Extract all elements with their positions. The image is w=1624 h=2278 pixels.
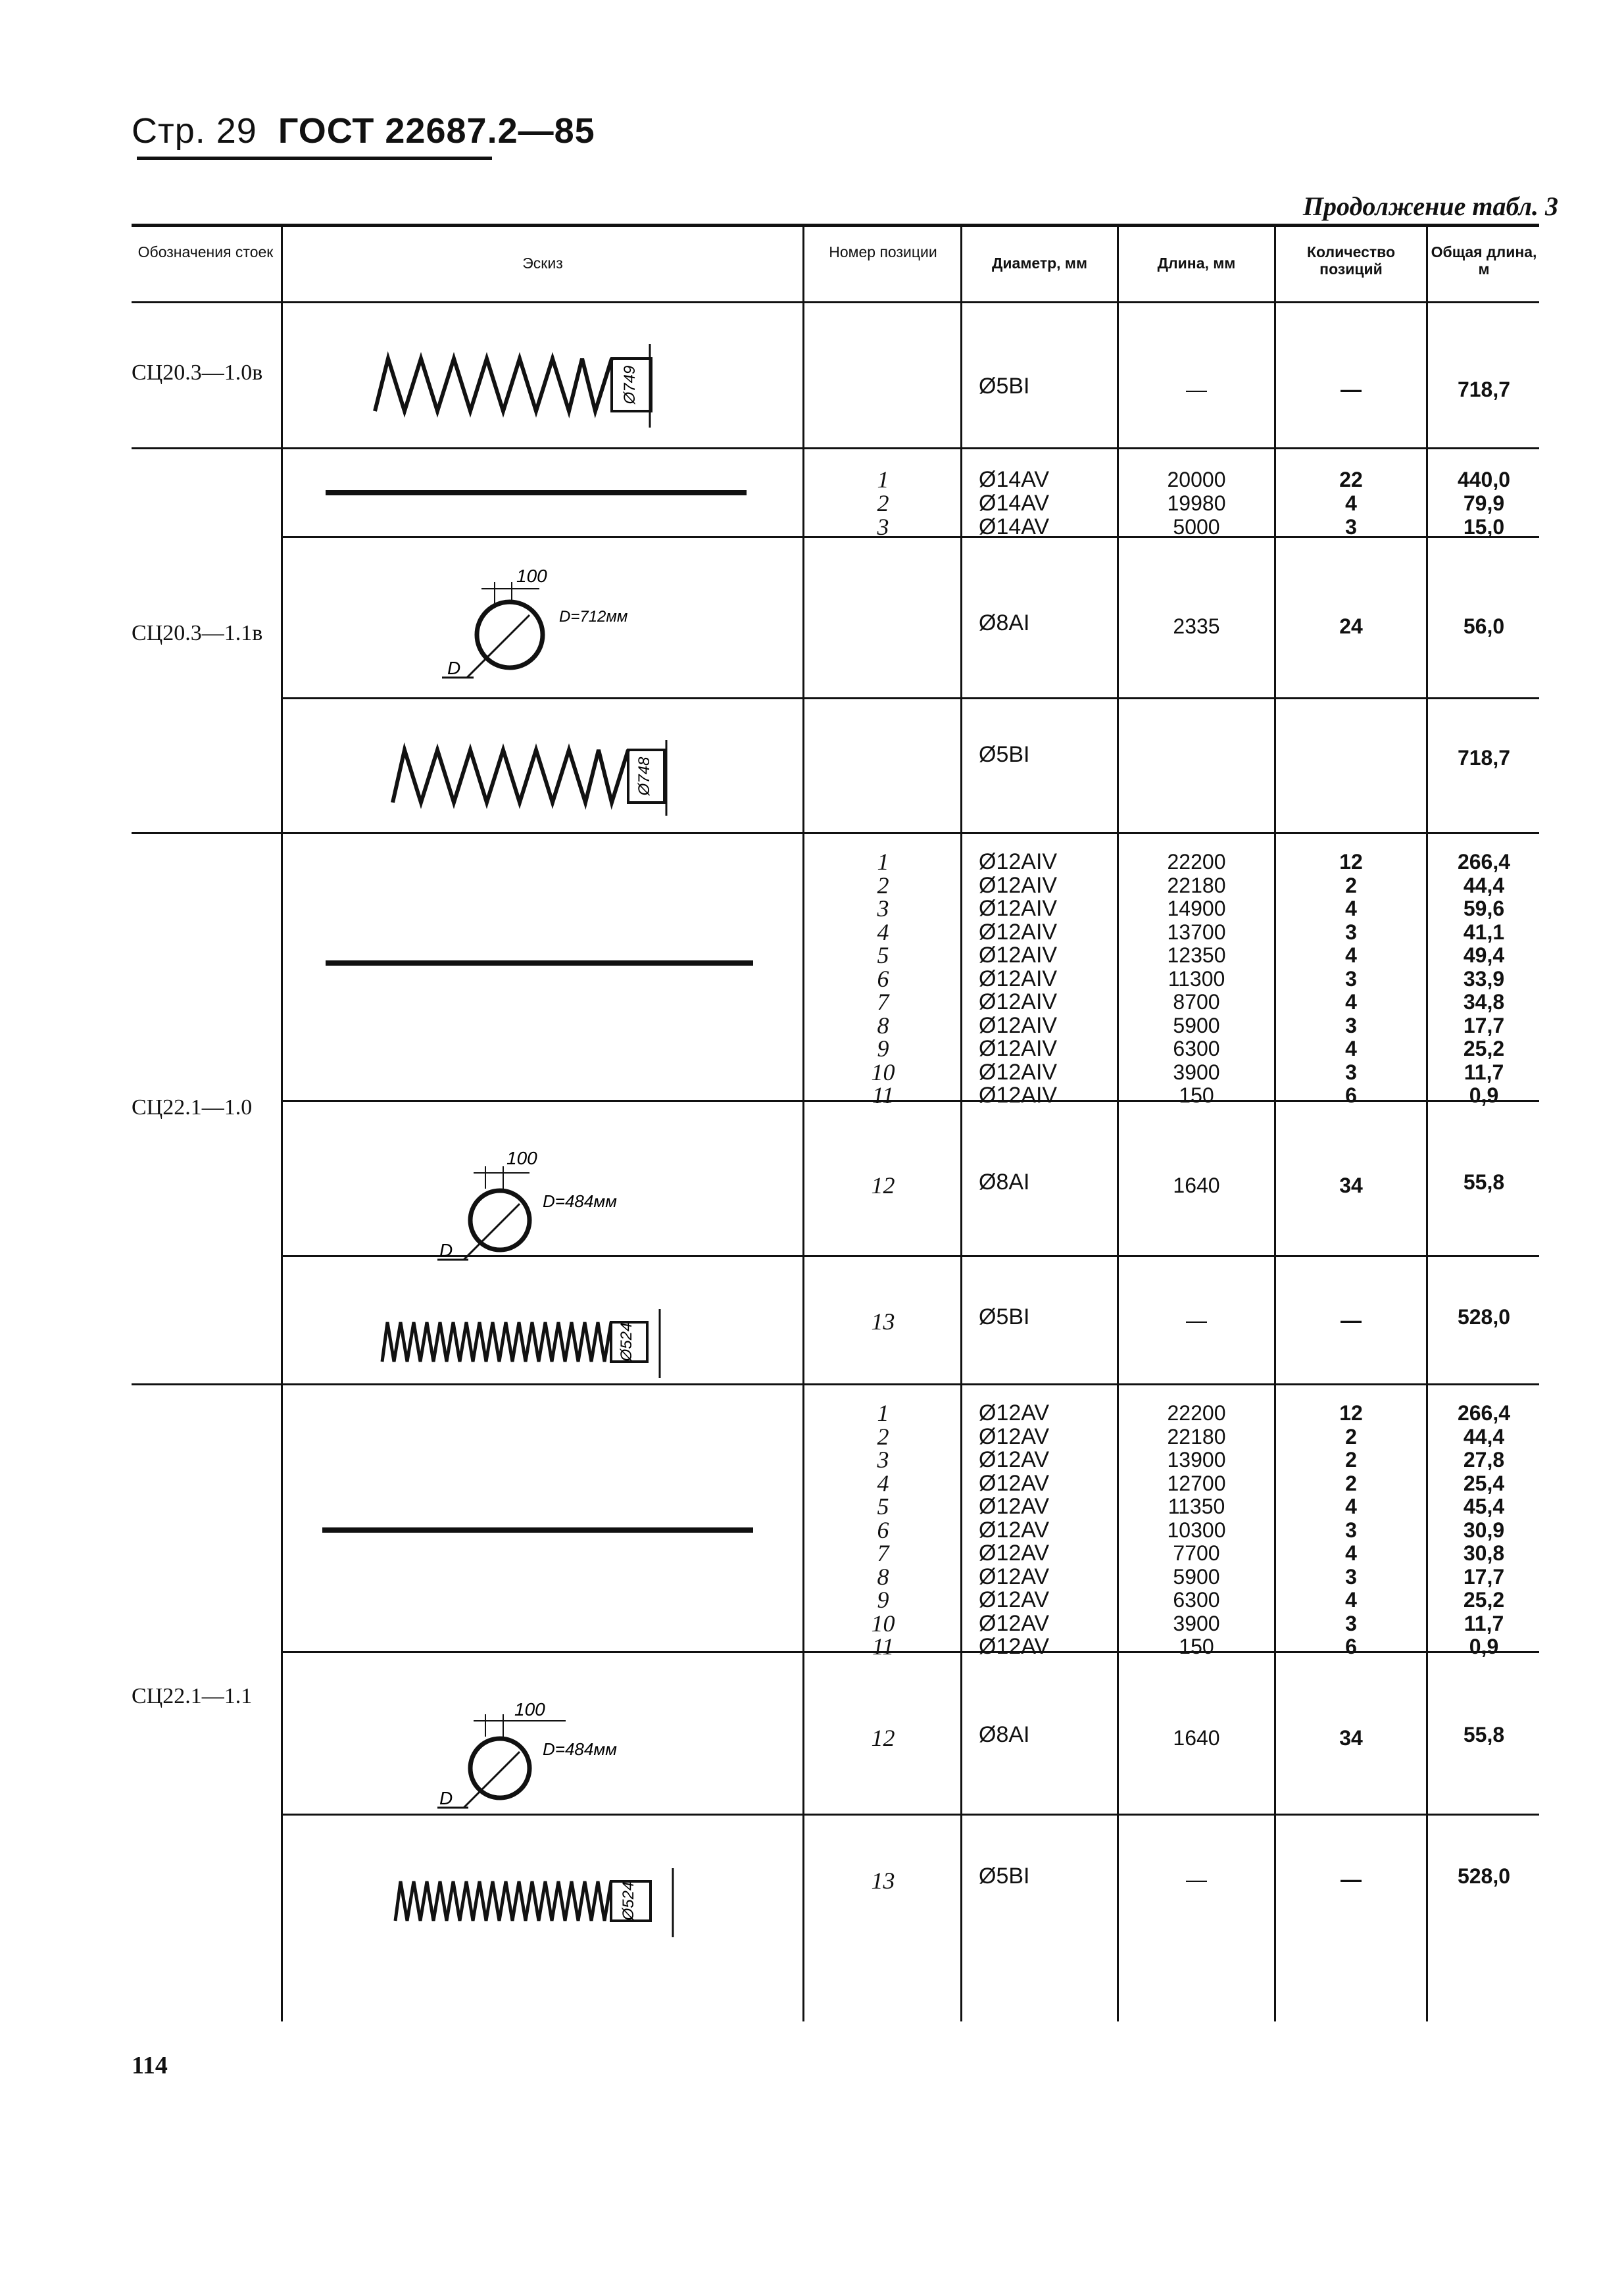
page-number: 114 bbox=[132, 2052, 168, 2079]
length-cell: 14900 bbox=[1167, 897, 1226, 920]
position-cell: 9 bbox=[877, 1035, 889, 1062]
col-divider bbox=[281, 226, 283, 2021]
count-cell: 4 bbox=[1345, 1588, 1357, 1612]
count-cell: 3 bbox=[1345, 920, 1357, 944]
count-cell: 2 bbox=[1345, 1471, 1357, 1495]
col-header-sketch: Эскиз bbox=[522, 255, 563, 272]
page-ref: Стр. 29 bbox=[132, 111, 257, 151]
position-cell: 3 bbox=[877, 895, 889, 922]
diameter-cell: Ø12AV bbox=[979, 1587, 1050, 1612]
count-cell: 4 bbox=[1345, 1495, 1357, 1518]
ring-diameter: D=484мм bbox=[543, 1739, 617, 1759]
total-cell: 79,9 bbox=[1463, 491, 1505, 515]
count-cell: 3 bbox=[1345, 1518, 1357, 1542]
diameter-cell: Ø12AV bbox=[979, 1541, 1050, 1566]
diameter-cell: Ø12AV bbox=[979, 1400, 1050, 1425]
ring-d-label: D bbox=[439, 1240, 453, 1260]
count-cell: 3 bbox=[1345, 1060, 1357, 1084]
spiral-sketch bbox=[385, 730, 701, 829]
length-cell: 5000 bbox=[1173, 515, 1220, 539]
total-cell: 56,0 bbox=[1463, 614, 1505, 638]
diameter-cell: Ø12AV bbox=[979, 1517, 1050, 1543]
total-cell: 33,9 bbox=[1463, 966, 1505, 991]
col-header-designation: Обозначения стоек bbox=[137, 243, 274, 260]
total-cell: 15,0 bbox=[1463, 515, 1505, 539]
diameter-cell: Ø12AIV bbox=[979, 966, 1058, 991]
col-header-position: Номер позиции bbox=[829, 243, 937, 260]
position-cell: 8 bbox=[877, 1012, 889, 1039]
diameter-cell: Ø12AV bbox=[979, 1424, 1050, 1449]
total-cell: 17,7 bbox=[1463, 1564, 1505, 1589]
row-divider bbox=[283, 697, 1539, 699]
position-cell: 1 bbox=[877, 849, 889, 875]
position-cell: 4 bbox=[877, 1470, 889, 1497]
length-cell: 3900 bbox=[1173, 1060, 1220, 1084]
diameter-cell: Ø12AIV bbox=[979, 849, 1058, 874]
col-divider bbox=[802, 226, 804, 2021]
length-cell: 5900 bbox=[1173, 1564, 1220, 1589]
length-cell: — bbox=[1186, 1308, 1207, 1332]
spiral-dim: Ø524 bbox=[620, 1881, 637, 1921]
length-cell: 1640 bbox=[1173, 1174, 1220, 1197]
ring-sketch bbox=[368, 1141, 658, 1273]
diameter-cell: Ø12AIV bbox=[979, 943, 1058, 968]
total-cell: 55,8 bbox=[1463, 1170, 1505, 1194]
count-cell: — bbox=[1341, 1308, 1362, 1332]
row-divider bbox=[132, 1383, 1539, 1385]
ring-sketch bbox=[368, 1689, 658, 1821]
total-cell: 0,9 bbox=[1469, 1635, 1499, 1658]
count-cell: 6 bbox=[1345, 1083, 1357, 1107]
total-cell: 528,0 bbox=[1457, 1305, 1511, 1329]
col-divider bbox=[960, 226, 962, 2021]
ring-diameter: D=712мм bbox=[559, 608, 628, 626]
total-cell: 27,8 bbox=[1463, 1448, 1505, 1472]
diameter-cell: Ø12AV bbox=[979, 1564, 1050, 1589]
ring-d-label: D bbox=[439, 1788, 453, 1808]
diameter-cell: Ø5BI bbox=[979, 1304, 1030, 1329]
total-cell: 30,8 bbox=[1463, 1541, 1505, 1565]
diameter-cell: Ø14AV bbox=[979, 514, 1050, 539]
diameter-cell: Ø12AIV bbox=[979, 896, 1058, 921]
count-cell: — bbox=[1341, 1868, 1362, 1891]
length-cell: 3900 bbox=[1173, 1611, 1220, 1635]
position-cell: 6 bbox=[877, 1516, 889, 1543]
spiral-dim: Ø748 bbox=[635, 756, 653, 796]
position-cell: 3 bbox=[877, 1447, 889, 1473]
length-cell: 1640 bbox=[1173, 1726, 1220, 1750]
total-cell: 45,4 bbox=[1463, 1495, 1505, 1518]
length-cell: 13900 bbox=[1167, 1448, 1226, 1472]
length-cell: 12350 bbox=[1167, 943, 1226, 967]
length-cell: 20000 bbox=[1167, 468, 1226, 491]
count-cell: 4 bbox=[1345, 943, 1357, 967]
count-cell: 3 bbox=[1345, 1013, 1357, 1037]
total-cell: 0,9 bbox=[1469, 1083, 1499, 1107]
length-cell: 150 bbox=[1179, 1083, 1214, 1107]
diameter-cell: Ø12AV bbox=[979, 1494, 1050, 1519]
spiral-sketch bbox=[368, 339, 684, 437]
count-cell: 3 bbox=[1345, 515, 1357, 539]
position-cell: 12 bbox=[871, 1725, 895, 1751]
length-cell: 22200 bbox=[1167, 1401, 1226, 1425]
diameter-cell: Ø12AV bbox=[979, 1634, 1050, 1659]
ring-diameter: D=484мм bbox=[543, 1191, 617, 1211]
diameter-cell: Ø12AIV bbox=[979, 989, 1058, 1014]
standard-code: ГОСТ 22687.2—85 bbox=[278, 111, 595, 151]
position-cell: 13 bbox=[871, 1868, 895, 1894]
total-cell: 44,4 bbox=[1463, 1424, 1505, 1449]
total-cell: 49,4 bbox=[1463, 943, 1505, 967]
total-cell: 25,4 bbox=[1463, 1471, 1505, 1495]
col-header-total: Общая длина, м bbox=[1431, 243, 1537, 278]
diameter-cell: Ø12AV bbox=[979, 1470, 1050, 1496]
ring-step: 100 bbox=[516, 566, 547, 586]
position-cell: 4 bbox=[877, 918, 889, 945]
length-cell: 22180 bbox=[1167, 873, 1226, 897]
total-cell: 55,8 bbox=[1463, 1723, 1505, 1746]
continuation-label: Продолжение табл. 3 bbox=[1302, 191, 1558, 221]
count-cell: 34 bbox=[1339, 1174, 1363, 1197]
spiral-sketch bbox=[378, 1306, 694, 1391]
total-cell: 528,0 bbox=[1457, 1864, 1511, 1888]
count-cell: 12 bbox=[1339, 850, 1363, 874]
total-cell: 44,4 bbox=[1463, 873, 1505, 897]
position-cell: 6 bbox=[877, 965, 889, 992]
col-header-length: Длина, мм bbox=[1157, 255, 1236, 272]
length-cell: 19980 bbox=[1167, 491, 1226, 515]
length-cell: 5900 bbox=[1173, 1013, 1220, 1037]
total-cell: 266,4 bbox=[1457, 1401, 1511, 1425]
count-cell: 4 bbox=[1345, 990, 1357, 1014]
col-header-diameter: Диаметр, мм bbox=[992, 255, 1087, 272]
length-cell: 8700 bbox=[1173, 990, 1220, 1014]
diameter-cell: Ø12AIV bbox=[979, 1059, 1058, 1085]
diameter-cell: Ø12AV bbox=[979, 1447, 1050, 1472]
length-cell: 6300 bbox=[1173, 1588, 1220, 1612]
position-cell: 9 bbox=[877, 1587, 889, 1613]
position-cell: 7 bbox=[877, 1540, 889, 1566]
position-cell: 13 bbox=[871, 1308, 895, 1335]
designation-label: СЦ22.1—1.1 bbox=[132, 1684, 253, 1708]
total-cell: 25,2 bbox=[1463, 1037, 1505, 1060]
count-cell: 34 bbox=[1339, 1726, 1363, 1750]
position-cell: 1 bbox=[877, 1400, 889, 1426]
total-cell: 718,7 bbox=[1457, 378, 1511, 401]
diameter-cell: Ø14AV bbox=[979, 467, 1050, 492]
total-cell: 266,4 bbox=[1457, 850, 1511, 874]
count-cell: 2 bbox=[1345, 1424, 1357, 1449]
length-cell: 12700 bbox=[1167, 1471, 1226, 1495]
count-cell: 12 bbox=[1339, 1401, 1363, 1425]
row-divider bbox=[132, 447, 1539, 449]
diameter-cell: Ø5BI bbox=[979, 1864, 1030, 1889]
diameter-cell: Ø5BI bbox=[979, 374, 1030, 399]
count-cell: 4 bbox=[1345, 491, 1357, 515]
header-bottom-rule bbox=[132, 301, 1539, 303]
total-cell: 41,1 bbox=[1463, 920, 1505, 944]
diameter-cell: Ø12AV bbox=[979, 1610, 1050, 1636]
position-cell: 2 bbox=[877, 1423, 889, 1450]
table-top-rule bbox=[132, 224, 1539, 227]
position-cell: 10 bbox=[871, 1058, 895, 1085]
row-divider bbox=[132, 832, 1539, 834]
position-cell: 11 bbox=[872, 1633, 895, 1660]
count-cell: 2 bbox=[1345, 1448, 1357, 1472]
position-cell: 1 bbox=[877, 466, 889, 493]
total-cell: 11,7 bbox=[1464, 1060, 1504, 1084]
position-cell: 7 bbox=[877, 989, 889, 1015]
count-cell: 4 bbox=[1345, 1541, 1357, 1565]
length-cell: 7700 bbox=[1173, 1541, 1220, 1565]
bar-sketch bbox=[322, 1527, 753, 1533]
total-cell: 59,6 bbox=[1463, 897, 1505, 920]
bar-sketch bbox=[326, 490, 747, 495]
length-cell: — bbox=[1186, 1868, 1207, 1891]
count-cell: 4 bbox=[1345, 897, 1357, 920]
count-cell: 6 bbox=[1345, 1635, 1357, 1658]
length-cell: 2335 bbox=[1173, 614, 1220, 638]
diameter-cell: Ø5BI bbox=[979, 742, 1030, 767]
designation-label: СЦ20.3—1.0в bbox=[132, 360, 263, 385]
position-cell: 5 bbox=[877, 1493, 889, 1520]
count-cell: 4 bbox=[1345, 1037, 1357, 1060]
spiral-sketch bbox=[391, 1865, 707, 1950]
total-cell: 30,9 bbox=[1463, 1518, 1505, 1542]
spiral-dim: Ø524 bbox=[618, 1322, 635, 1362]
total-cell: 718,7 bbox=[1457, 746, 1511, 770]
bar-sketch bbox=[326, 960, 753, 966]
position-cell: 2 bbox=[877, 872, 889, 899]
diameter-cell: Ø12AIV bbox=[979, 1083, 1058, 1108]
diameter-cell: Ø12AIV bbox=[979, 872, 1058, 898]
position-cell: 11 bbox=[872, 1082, 895, 1108]
ring-sketch bbox=[368, 556, 658, 687]
diameter-cell: Ø12AIV bbox=[979, 919, 1058, 945]
count-cell: 3 bbox=[1345, 1611, 1357, 1635]
count-cell: 24 bbox=[1339, 614, 1363, 638]
position-cell: 2 bbox=[877, 490, 889, 516]
count-cell: 2 bbox=[1345, 873, 1357, 897]
designation-label: СЦ20.3—1.1в bbox=[132, 621, 263, 645]
length-cell: 22180 bbox=[1167, 1424, 1226, 1449]
total-cell: 34,8 bbox=[1463, 990, 1505, 1014]
position-cell: 8 bbox=[877, 1563, 889, 1590]
count-cell: — bbox=[1341, 378, 1362, 401]
length-cell: 11300 bbox=[1168, 966, 1225, 991]
count-cell: 3 bbox=[1345, 1564, 1357, 1589]
diameter-cell: Ø8AI bbox=[979, 1722, 1030, 1747]
ring-d-label: D bbox=[447, 658, 461, 678]
length-cell: 6300 bbox=[1173, 1037, 1220, 1060]
length-cell: 22200 bbox=[1167, 850, 1226, 874]
diameter-cell: Ø8AI bbox=[979, 610, 1030, 635]
length-cell: 10300 bbox=[1167, 1518, 1226, 1542]
designation-label: СЦ22.1—1.0 bbox=[132, 1095, 253, 1120]
diameter-cell: Ø8AI bbox=[979, 1170, 1030, 1195]
diameter-cell: Ø12AIV bbox=[979, 1012, 1058, 1038]
count-cell: 22 bbox=[1339, 468, 1363, 491]
count-cell: 3 bbox=[1345, 966, 1357, 991]
position-cell: 3 bbox=[877, 514, 889, 540]
total-cell: 17,7 bbox=[1463, 1013, 1505, 1037]
position-cell: 12 bbox=[871, 1172, 895, 1199]
col-header-count: Количество позиций bbox=[1306, 243, 1396, 278]
diameter-cell: Ø12AIV bbox=[979, 1036, 1058, 1061]
length-cell: — bbox=[1186, 378, 1207, 401]
total-cell: 25,2 bbox=[1463, 1588, 1505, 1612]
total-cell: 11,7 bbox=[1464, 1611, 1504, 1635]
diameter-cell: Ø14AV bbox=[979, 491, 1050, 516]
length-cell: 150 bbox=[1179, 1635, 1214, 1658]
ring-step: 100 bbox=[514, 1699, 545, 1720]
length-cell: 13700 bbox=[1167, 920, 1226, 944]
position-cell: 10 bbox=[871, 1610, 895, 1637]
spiral-dim: Ø749 bbox=[621, 365, 639, 405]
position-cell: 5 bbox=[877, 942, 889, 968]
length-cell: 11350 bbox=[1168, 1495, 1225, 1518]
total-cell: 440,0 bbox=[1457, 468, 1511, 491]
ring-step: 100 bbox=[506, 1148, 537, 1168]
